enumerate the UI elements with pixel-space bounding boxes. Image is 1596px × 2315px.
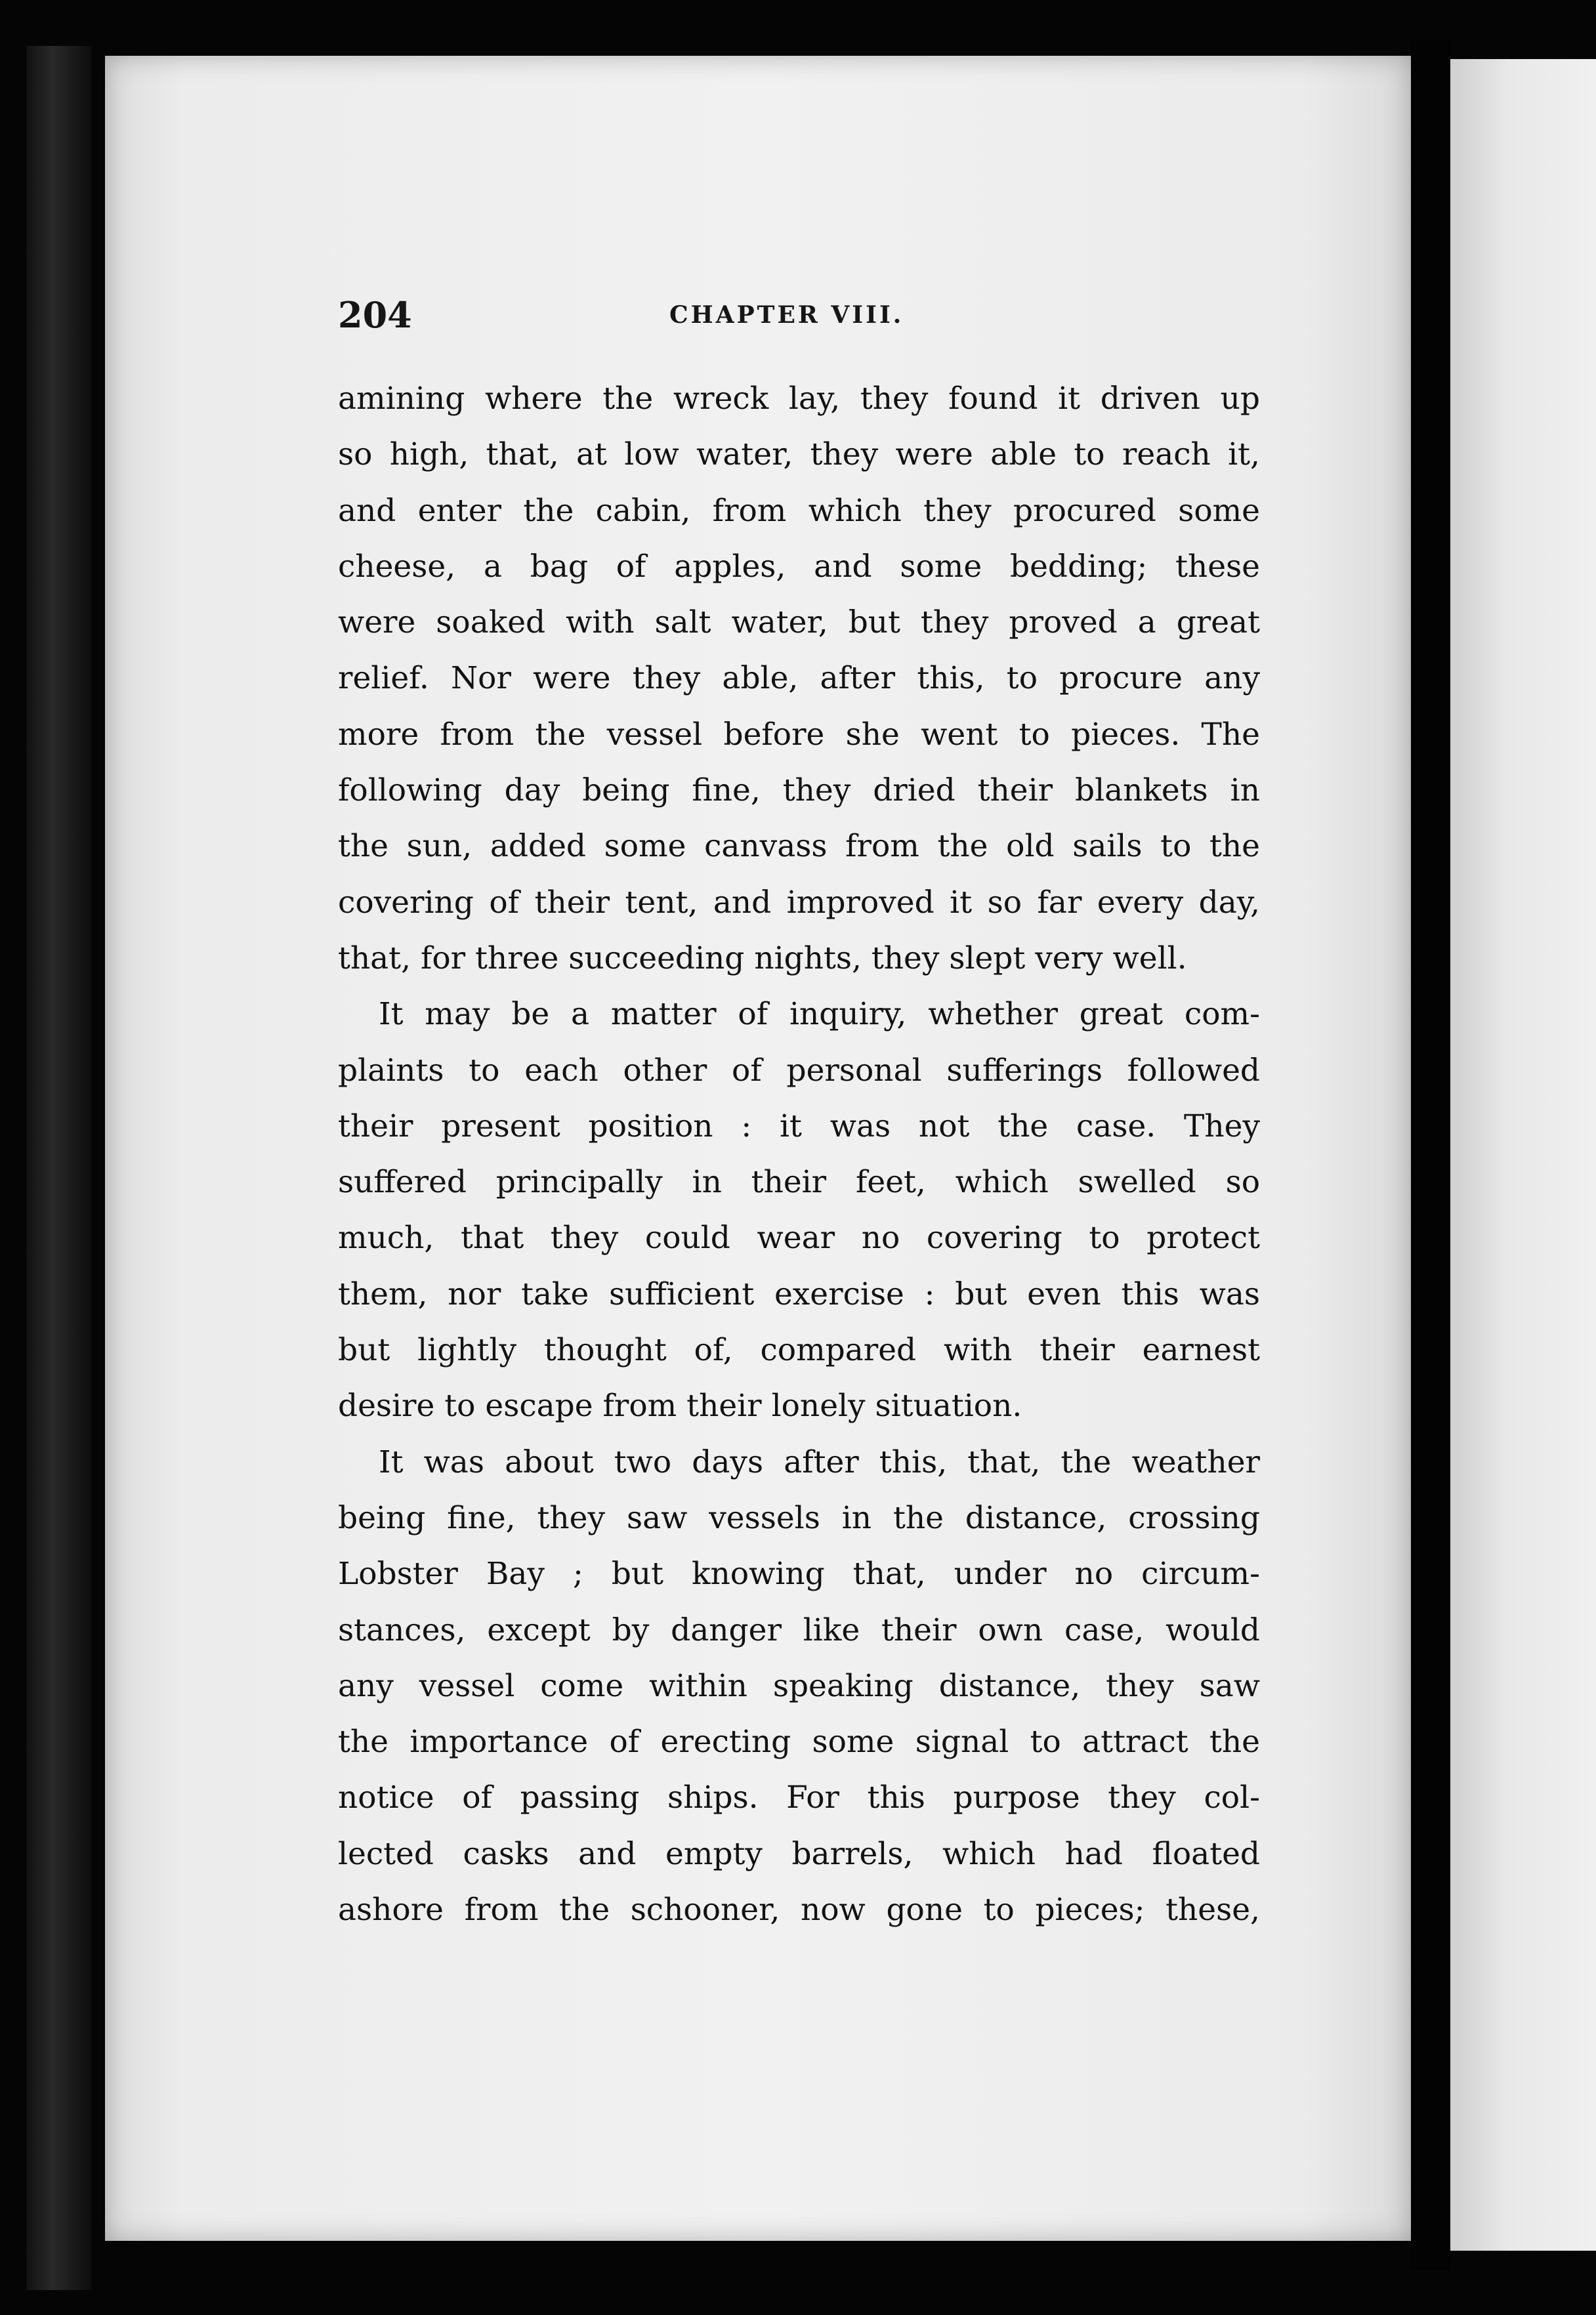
text-line: their present position : it was not the case. They [338, 1108, 1260, 1144]
page-number: 204 [338, 294, 412, 336]
text-line: that, for three succeeding nights, they slept very well. [338, 940, 1187, 976]
text-line: ashore from the schooner, now gone to pieces; these, [338, 1892, 1260, 1929]
text-line: were soaked with salt water, but they proved a great [338, 604, 1260, 641]
text-line: cheese, a bag of apples, and some bedding; these [338, 548, 1260, 585]
facing-page-edge [1450, 59, 1596, 2251]
text-line: lected casks and empty barrels, which had floated [338, 1835, 1260, 1872]
text-line: plaints to each other of personal sufferings followed [338, 1052, 1260, 1089]
text-line: covering of their tent, and improved it so far every day, [338, 884, 1260, 921]
text-line: any vessel come within speaking distance, they saw [338, 1667, 1260, 1704]
text-line: much, that they could wear no covering to protect [338, 1220, 1260, 1257]
text-line: suffered principally in their feet, which swelled so [338, 1164, 1260, 1201]
text-line: but lightly thought of, compared with their earnest [338, 1332, 1260, 1369]
text-line: Lobster Bay ; but knowing that, under no circum- [338, 1556, 1260, 1593]
text-line: desire to escape from their lonely situation. [338, 1388, 1022, 1425]
page-gutter [1411, 39, 1450, 2270]
book-binding [26, 46, 92, 2290]
text-line: It may be a matter of inquiry, whether great com- [379, 996, 1260, 1033]
text-line: them, nor take sufficient exercise : but even this was [338, 1276, 1260, 1312]
text-line: It was about two days after this, that, the weather [379, 1444, 1260, 1480]
text-line: the importance of erecting some signal to attract the [338, 1724, 1260, 1761]
text-line: relief. Nor were they able, after this, to procure any [338, 660, 1260, 697]
text-line: the sun, added some canvass from the old sails to the [338, 828, 1260, 865]
running-head [338, 289, 1260, 341]
chapter-title: CHAPTER VIII. [669, 301, 904, 329]
text-line: stances, except by danger like their own case, would [338, 1612, 1260, 1648]
body-text [338, 371, 1260, 1938]
text-line: and enter the cabin, from which they procured some [338, 492, 1260, 529]
text-line: amining where the wreck lay, they found it driven up [338, 381, 1260, 417]
text-line: being fine, they saw vessels in the distance, crossing [338, 1499, 1260, 1536]
text-line: following day being fine, they dried their blankets in [338, 772, 1260, 809]
text-line: notice of passing ships. For this purpose they col- [338, 1780, 1260, 1816]
text-line: more from the vessel before she went to pieces. The [338, 716, 1260, 753]
text-line: so high, that, at low water, they were able to reach it, [338, 436, 1260, 473]
